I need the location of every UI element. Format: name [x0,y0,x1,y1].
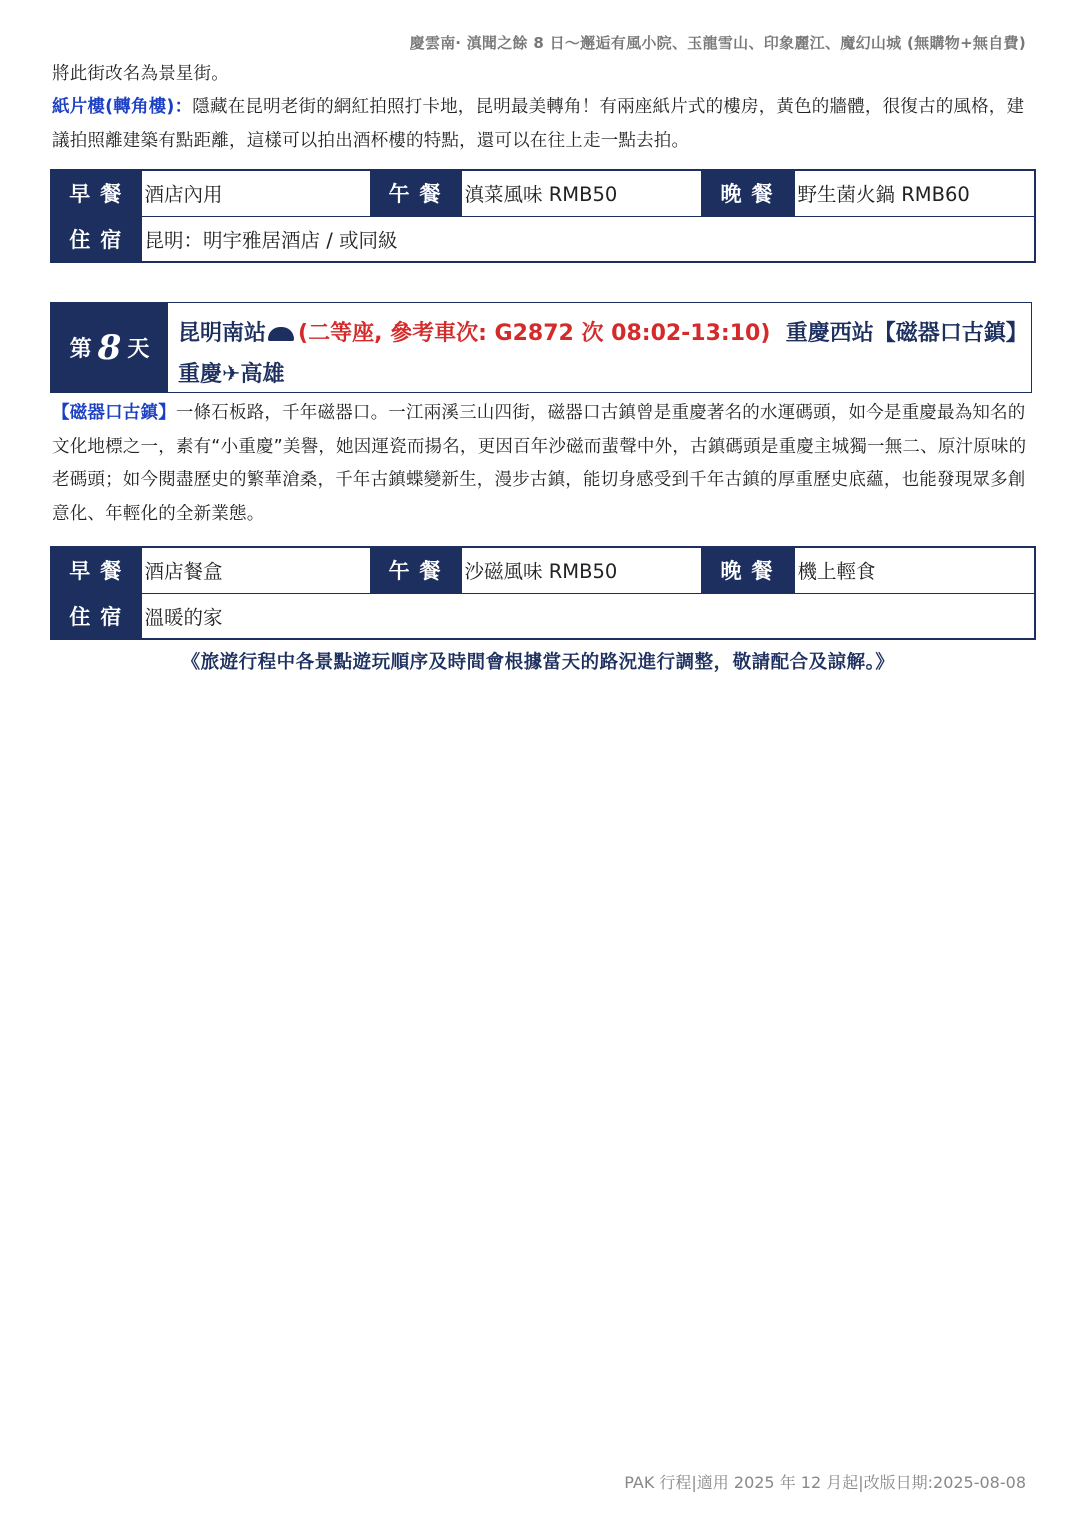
lodging-value: 昆明：明宇雅居酒店 / 或同級 [141,216,1035,262]
breakfast-value: 酒店餐盒 [141,547,370,593]
intro-line: 將此街改名為景星街。 [52,64,229,84]
day-badge [51,303,168,392]
breakfast-label: 早餐 [51,547,141,593]
ciqikou-paragraph [52,397,1030,531]
route-line-2 [178,354,1028,395]
train-icon [268,327,294,341]
route-to: 高雄 [240,362,285,387]
ciqikou-text: 一條石板路，千年磁器口。一江兩溪三山四街，磁器口古鎮曾是重慶著名的水運碼頭，如今是重慶最為知名的文化地標之一，素有“小重慶”美譽，她因運瓷而揚名，更因百年沙磁而蜚聲中外，古鎮碼頭是重慶主城獨一無二、原汁原味的老碼頭；如今閱盡歷史的繁華滄桑，千年古鎮蝶變新生，漫步古鎮，能切身感受到千年古鎮的厚重歷史底蘊，也能發現眾多創意化、年輕化的全新業態。 [52,403,1027,524]
lodging-row [51,593,1035,639]
day8-heading [50,302,1032,393]
day-number: 8 [97,327,122,368]
dinner-value: 野生菌火鍋 RMB60 [794,170,1035,216]
station-to: 重慶西站【磁器口古鎮】 [785,321,1028,346]
lodging-row [51,216,1035,262]
zhipian-text: 隱藏在昆明老街的網紅拍照打卡地，昆明最美轉角！有兩座紙片式的樓房，黃色的牆體，很復古的風格，建議拍照離建築有點距離，這樣可以拍出酒杯樓的特點，還可以在往上走一點去拍。 [52,97,1025,151]
ciqikou-title: 【磁器口古鎮】 [52,403,176,423]
page-footer: PAK 行程|適用 2025 年 12 月起|改版日期:2025-08-08 [624,1473,1026,1492]
lunch-value: 滇菜風味 RMB50 [461,170,701,216]
breakfast-label: 早餐 [51,170,141,216]
meal-row [51,170,1035,216]
day8-meal-table [50,546,1036,640]
plane-icon: ✈ [222,362,241,387]
day-prefix: 第 [69,337,92,362]
day-route [168,303,1028,392]
lodging-label: 住宿 [51,216,141,262]
lunch-label: 午餐 [370,547,461,593]
dinner-value: 機上輕食 [794,547,1035,593]
zhipian-paragraph [52,91,1030,158]
zhipian-title: 紙片樓(轉角樓)： [52,97,193,117]
dinner-label: 晚餐 [701,547,794,593]
page-header: 慶雲南‧ 滇聞之餘 8 日～邂逅有風小院、玉龍雪山、印象麗江、魔幻山城 (無購物+無自費) [409,34,1026,52]
station-from: 昆明南站 [178,321,267,346]
lunch-label: 午餐 [370,170,461,216]
meal-row [51,547,1035,593]
lunch-value: 沙磁風味 RMB50 [461,547,701,593]
schedule-notice: 《旅遊行程中各景點遊玩順序及時間會根據當天的路況進行調整，敬請配合及諒解。》 [181,652,895,673]
dinner-label: 晚餐 [701,170,794,216]
day7-meal-table [50,169,1036,263]
lodging-label: 住宿 [51,593,141,639]
day-suffix: 天 [127,337,150,362]
route-from: 重慶 [178,362,223,387]
train-info: (二等座, 參考車次: G2872 次 08:02-13:10) [298,321,771,346]
breakfast-value: 酒店內用 [141,170,370,216]
route-line-1 [178,313,1028,354]
lodging-value: 溫暖的家 [141,593,1035,639]
